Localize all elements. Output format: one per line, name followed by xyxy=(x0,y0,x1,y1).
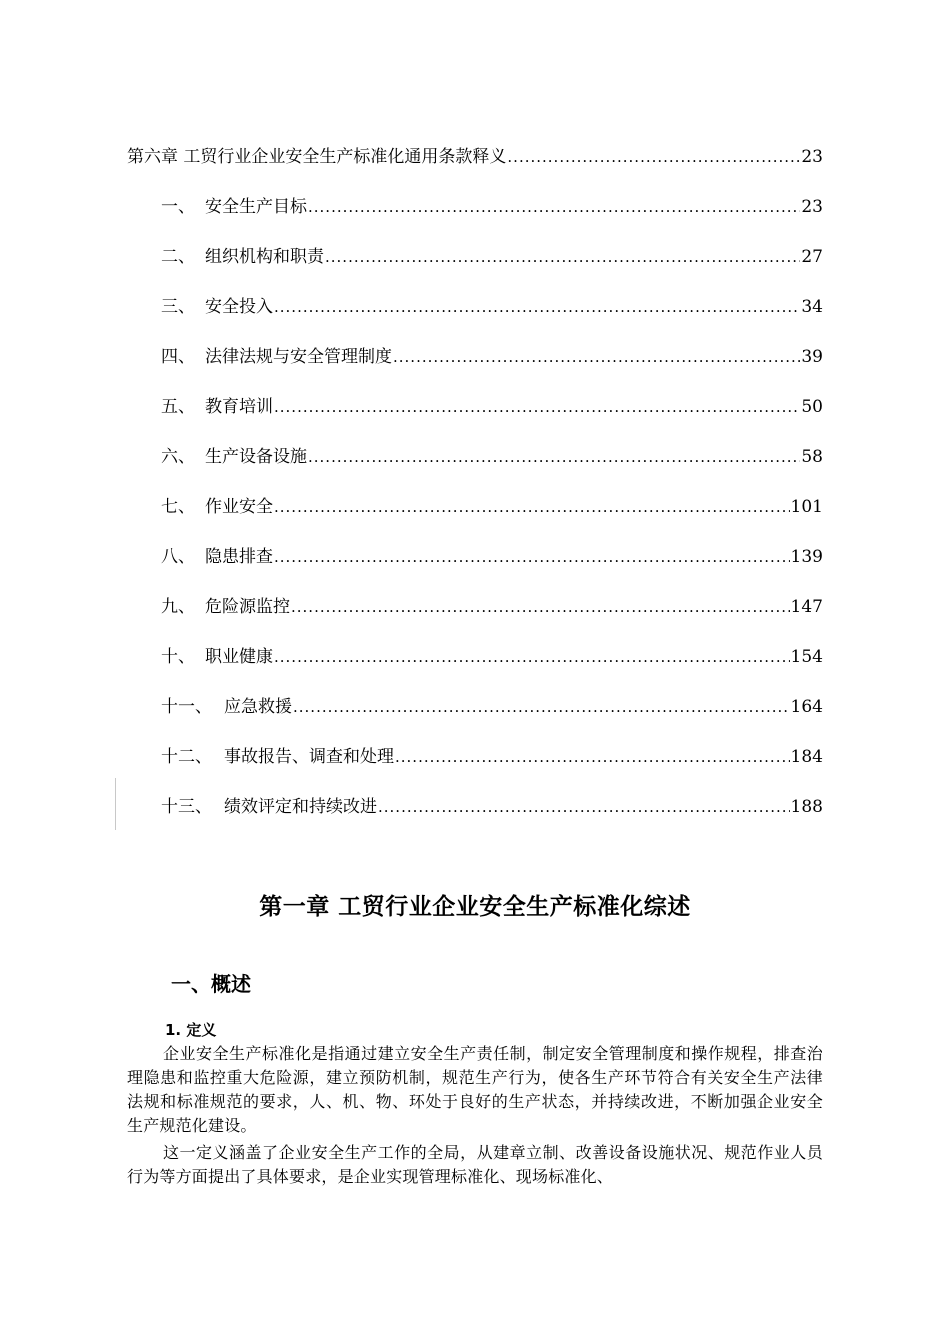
toc-entry[interactable] xyxy=(127,743,823,793)
toc-entry-number: 一、 xyxy=(161,197,195,217)
body-paragraph: 这一定义涵盖了企业安全生产工作的全局，从建章立制、改善设备设施状况、规范作业人员行为等方面提出了具体要求，是企业实现管理标准化、现场标准化、 xyxy=(127,1143,823,1186)
toc-page-number: 23 xyxy=(801,147,823,167)
toc-entry[interactable] xyxy=(127,543,823,593)
toc-leader-dots xyxy=(274,543,790,571)
toc-leader-dots xyxy=(308,443,800,471)
toc-page-number: 39 xyxy=(801,347,823,367)
toc-page-number: 23 xyxy=(801,197,823,217)
toc-entry-number: 三、 xyxy=(161,297,195,317)
toc-entry[interactable] xyxy=(127,193,823,243)
toc-page-number: 34 xyxy=(801,297,823,317)
toc-leader-dots xyxy=(378,793,790,821)
toc-page-number: 164 xyxy=(790,697,823,717)
text-cursor-bar xyxy=(115,778,116,830)
toc-page-number: 27 xyxy=(801,247,823,267)
toc-entry-title: 隐患排查 xyxy=(205,547,273,567)
toc-entry-number: 九、 xyxy=(161,597,195,617)
toc-leader-dots xyxy=(274,643,790,671)
toc-entry-number: 四、 xyxy=(161,347,195,367)
toc-entry-number: 八、 xyxy=(161,547,195,567)
toc-page-number: 101 xyxy=(790,497,823,517)
subsection-heading: 1. 定义 xyxy=(165,1021,217,1039)
toc-entry[interactable] xyxy=(127,443,823,493)
toc-entry[interactable] xyxy=(127,493,823,543)
toc-entry-title: 应急救援 xyxy=(224,697,292,717)
table-of-contents xyxy=(127,143,823,843)
chapter-heading: 第一章 工贸行业企业安全生产标准化综述 xyxy=(259,894,691,920)
toc-entry-number: 十一、 xyxy=(161,697,212,717)
section-heading: 一、概述 xyxy=(171,972,251,996)
toc-page-number: 154 xyxy=(790,647,823,667)
toc-entry-number: 十、 xyxy=(161,647,195,667)
toc-chapter-title: 第六章 工贸行业企业安全生产标准化通用条款释义 xyxy=(127,147,507,167)
toc-entry-title: 作业安全 xyxy=(205,497,273,517)
toc-entry-title: 教育培训 xyxy=(205,397,273,417)
toc-page-number: 184 xyxy=(790,747,823,767)
toc-entry[interactable] xyxy=(127,293,823,343)
toc-entry-title: 绩效评定和持续改进 xyxy=(224,797,377,817)
toc-page-number: 50 xyxy=(801,397,823,417)
toc-leader-dots xyxy=(325,243,800,271)
toc-page-number: 188 xyxy=(790,797,823,817)
toc-leader-dots xyxy=(308,193,800,221)
toc-entry-title: 组织机构和职责 xyxy=(205,247,324,267)
toc-entry-number: 五、 xyxy=(161,397,195,417)
toc-chapter-entry[interactable] xyxy=(127,143,823,193)
toc-entry-title: 安全生产目标 xyxy=(205,197,307,217)
toc-entry[interactable] xyxy=(127,693,823,743)
toc-entry-title: 职业健康 xyxy=(205,647,273,667)
toc-entry-number: 七、 xyxy=(161,497,195,517)
toc-entry-number: 十二、 xyxy=(161,747,212,767)
toc-leader-dots xyxy=(507,143,800,171)
toc-leader-dots xyxy=(393,343,800,371)
toc-entry-title: 法律法规与安全管理制度 xyxy=(205,347,392,367)
toc-leader-dots xyxy=(274,393,800,421)
toc-entry-title: 生产设备设施 xyxy=(205,447,307,467)
toc-entry[interactable] xyxy=(127,593,823,643)
toc-entry[interactable] xyxy=(127,243,823,293)
toc-leader-dots xyxy=(293,693,790,721)
toc-page-number: 139 xyxy=(790,547,823,567)
toc-entry[interactable] xyxy=(127,793,823,843)
toc-page-number: 58 xyxy=(801,447,823,467)
toc-entry-number: 二、 xyxy=(161,247,195,267)
toc-entry-title: 事故报告、调查和处理 xyxy=(224,747,394,767)
toc-leader-dots xyxy=(274,293,800,321)
toc-leader-dots xyxy=(395,743,790,771)
toc-leader-dots xyxy=(291,593,790,621)
toc-entry-title: 安全投入 xyxy=(205,297,273,317)
toc-entry[interactable] xyxy=(127,643,823,693)
toc-leader-dots xyxy=(274,493,790,521)
toc-entry-title: 危险源监控 xyxy=(205,597,290,617)
toc-entry-number: 十三、 xyxy=(161,797,212,817)
toc-entry-number: 六、 xyxy=(161,447,195,467)
toc-page-number: 147 xyxy=(790,597,823,617)
toc-entry[interactable] xyxy=(127,343,823,393)
body-paragraph: 企业安全生产标准化是指通过建立安全生产责任制，制定安全管理制度和操作规程，排查治理隐患和监控重大危险源，建立预防机制，规范生产行为，使各生产环节符合有关安全生产法律法规和标准规范的要求，人、机、物、环处于良好的生产状态，并持续改进，不断加强企业安全生产规范化建设。 xyxy=(127,1044,823,1135)
toc-entry[interactable] xyxy=(127,393,823,443)
